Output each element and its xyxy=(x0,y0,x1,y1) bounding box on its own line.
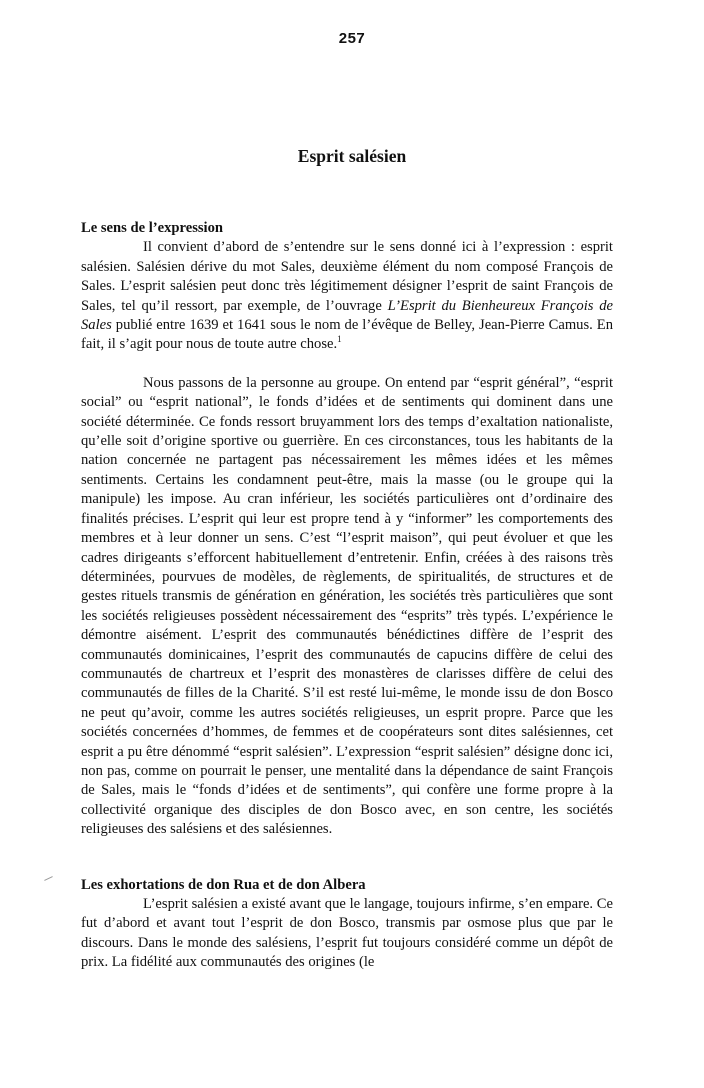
document-body xyxy=(81,219,613,973)
page-title: Esprit salésien xyxy=(297,146,407,166)
section-heading-sens: Le sens de l’expression xyxy=(81,220,224,236)
paragraph-text: Il convient d’abord de s’entendre sur le sens donné ici à l’expression : esprit salésien. Salésien dérive du mot Sales, deuxième élément du nom composé François de Sales. L’esprit salésien peut donc très légitimement désigner l’esprit de saint François de Sales, tel qu’il ressort, par exemple, de l’ouvrage xyxy=(81,239,613,314)
paragraph-exhortations-1: L’esprit salésien a existé avant que le langage, toujours infirme, s’en empare. Ce fut d’abord et avant tout l’esprit de don Bosco, transmis par osmose plus que par le discours. Dans le monde des salésiens, l’esprit fut toujours considéré comme un dépôt de prix. La fidélité aux communautés des origines (le xyxy=(81,896,613,971)
section-heading-exhortations: Les exhortations de don Rua et de don Albera xyxy=(81,876,366,893)
paragraph-text: publié entre 1639 et 1641 sous le nom de l’évêque de Belley, Jean-Pierre Camus. En fait, il s’agit pour nous de toute autre chose. xyxy=(81,317,613,353)
page-number: 257 xyxy=(338,30,366,47)
scan-mark xyxy=(44,876,53,881)
book-title: L’Esprit du Bienheureux François de Sales xyxy=(81,297,613,334)
paragraph-sens-1 xyxy=(81,238,613,354)
paragraph-sens-2: Nous passons de la personne au groupe. On entend par “esprit général”, “esprit social” ou “esprit national”, le fonds d’idées et de sentiments qui dominent dans une société déterminée. Ce fonds ressort bruyamment lors des temps d’exaltation nationaliste, qu’elle soit d’origine sportive ou guerrière. En ces circonstances, tous les habitants de la nation concernée ne partagent pas nécessairement les mêmes idées et les mêmes sentiments. Certains les condamnent peut-être, mais la masse (ou le groupe qui la manipule) les impose. Au cran inférieur, les sociétés particulières ont d’ordinaire des finalités précises. L’esprit qui leur est propre tend à y “informer” les comportements des membres et à leur donner un sens. C’est “l’esprit maison”, qui peut évoluer et que les cadres dirigeants s’efforcent habituellement d’entretenir. Enfin, créées à des raisons très déterminées, pourvues de modèles, de règlements, de spiritualités, de structures et de gestes rituels transmis de génération en génération, les sociétés très particulières que sont les sociétés religieuses possèdent nécessairement des “esprits” très typés. L’expérience le démontre aisément. L’esprit des communautés bénédictines diffère de l’esprit des communautés dominicaines, l’esprit des communautés de capucins diffère de celui des communautés de chartreux et l’esprit des monastères de clarisses diffère de celui des communautés de filles de la Charité. S’il est resté lui-même, le monde issu de don Bosco ne peut qu’avoir, comme les autres sociétés religieuses, un esprit propre. Parce que les sociétés concernées d’hommes, de femmes et de coopérateurs sont dites salésiennes, cet esprit a pu être dénommé “esprit salésien”. L’expression “esprit salésien” désigne donc ici, non pas, comme on pourrait le penser, une mentalité dans la dépendance de saint François de Sales, mais le “fonds d’idées et de sentiments”, qui confère une forme propre à la collectivité organique des disciples de don Bosco avec, en son centre, les sociétés religieuses des salésiens et des salésiennes. xyxy=(81,374,613,838)
footnote-ref[interactable]: 1 xyxy=(337,334,342,345)
